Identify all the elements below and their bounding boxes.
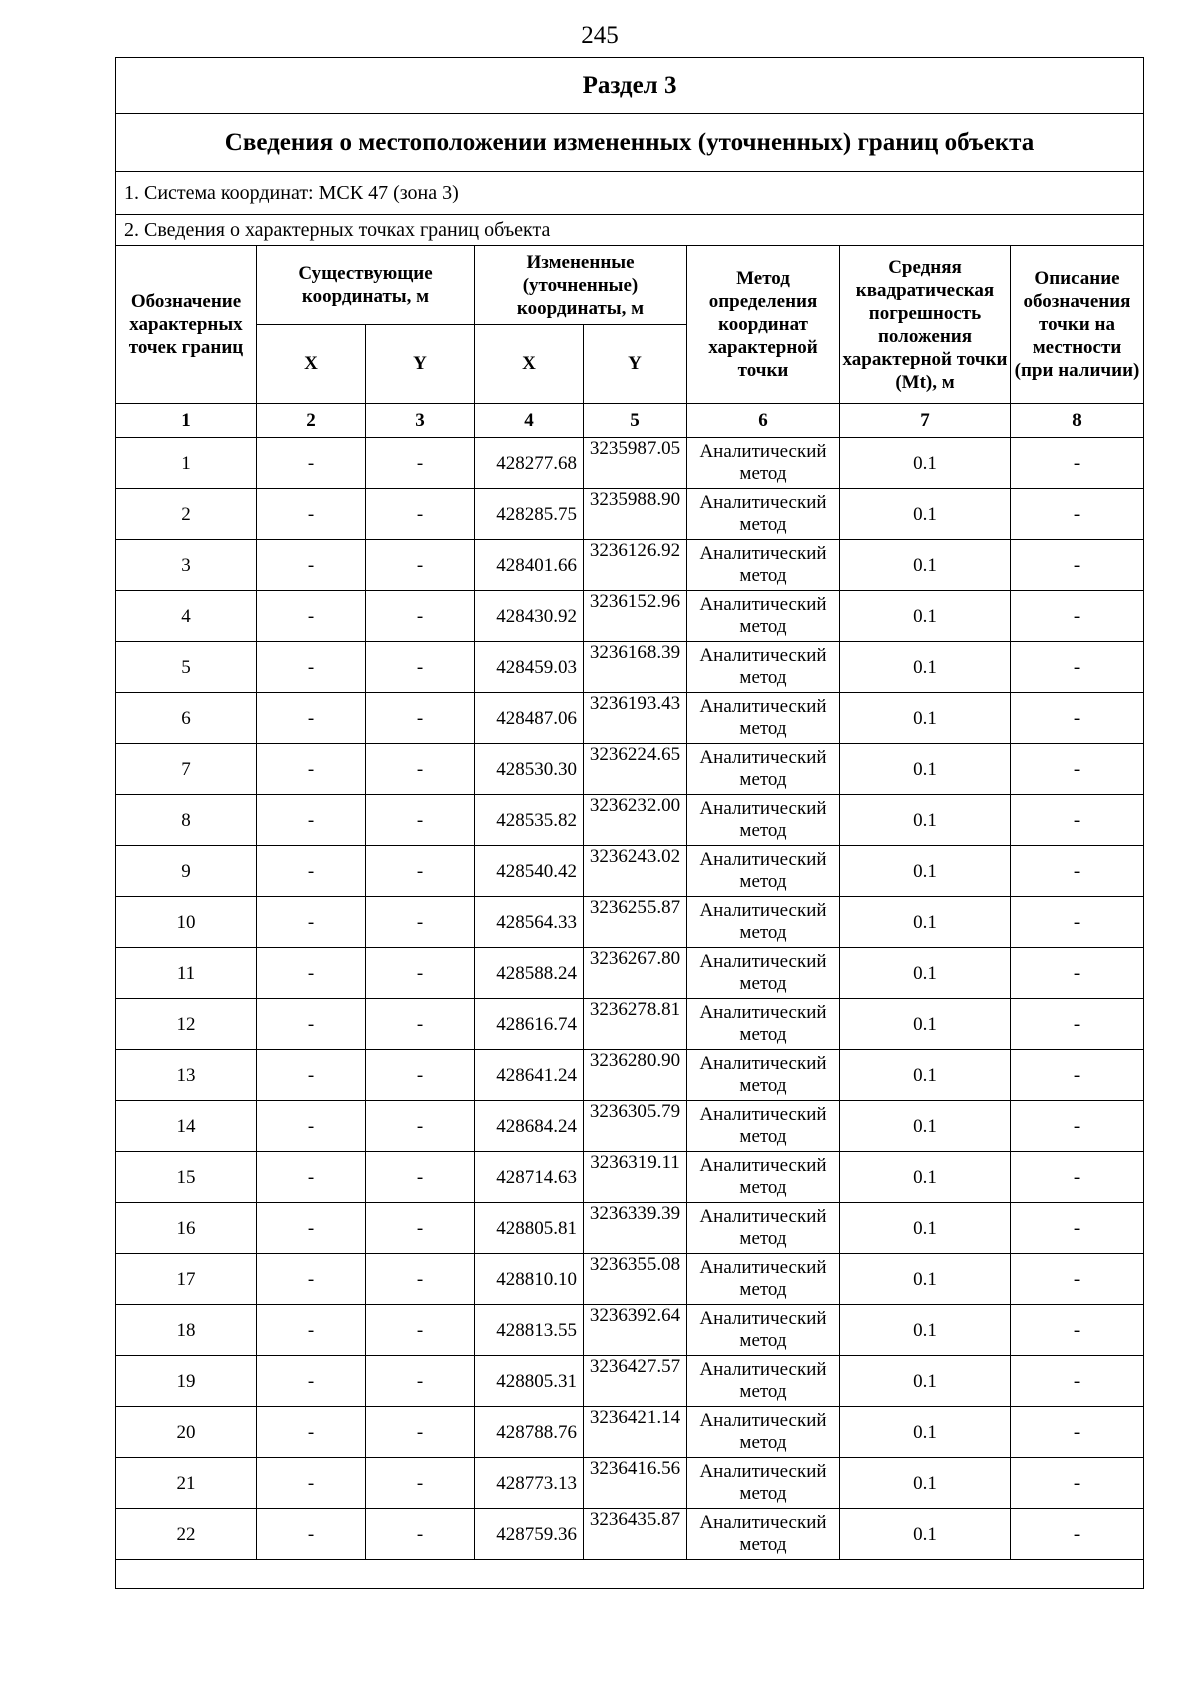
- column-number: 7: [840, 404, 1011, 438]
- method-cell: Аналитический метод: [687, 744, 840, 795]
- changed-y-cell: 3236280.90: [584, 1050, 687, 1101]
- point-number-cell: 21: [116, 1458, 257, 1509]
- column-number: 2: [257, 404, 366, 438]
- changed-x-cell: 428540.42: [475, 846, 584, 897]
- description-cell: -: [1011, 948, 1144, 999]
- table-row: [116, 795, 1144, 846]
- existing-y-cell: -: [366, 1203, 475, 1254]
- description-cell: -: [1011, 1050, 1144, 1101]
- existing-x-cell: -: [257, 846, 366, 897]
- changed-y-cell: 3236305.79: [584, 1101, 687, 1152]
- table-row: [116, 744, 1144, 795]
- existing-y-cell: -: [366, 1356, 475, 1407]
- changed-y-cell: 3236193.43: [584, 693, 687, 744]
- point-number-cell: 12: [116, 999, 257, 1050]
- document-title: Сведения о местоположении измененных (уточненных) границ объекта: [116, 114, 1144, 172]
- accuracy-cell: 0.1: [840, 897, 1011, 948]
- changed-y-cell: 3236152.96: [584, 591, 687, 642]
- table-row: [116, 1203, 1144, 1254]
- existing-y-cell: -: [366, 1407, 475, 1458]
- table-row: [116, 1407, 1144, 1458]
- header-accuracy: Средняя квадратическая погрешность положения характерной точки (Mt), м: [840, 246, 1011, 404]
- empty-cell: [116, 1560, 1144, 1589]
- method-cell: Аналитический метод: [687, 846, 840, 897]
- existing-x-cell: -: [257, 1203, 366, 1254]
- point-number-cell: 5: [116, 642, 257, 693]
- header-changed-x: X: [475, 325, 584, 404]
- description-cell: -: [1011, 999, 1144, 1050]
- method-cell: Аналитический метод: [687, 1509, 840, 1560]
- changed-y-cell: 3236232.00: [584, 795, 687, 846]
- point-number-cell: 1: [116, 438, 257, 489]
- description-cell: -: [1011, 795, 1144, 846]
- description-cell: -: [1011, 540, 1144, 591]
- method-cell: Аналитический метод: [687, 540, 840, 591]
- accuracy-cell: 0.1: [840, 1305, 1011, 1356]
- existing-x-cell: -: [257, 999, 366, 1050]
- changed-y-cell: 3236319.11: [584, 1152, 687, 1203]
- method-cell: Аналитический метод: [687, 897, 840, 948]
- accuracy-cell: 0.1: [840, 1152, 1011, 1203]
- changed-y-cell: 3236126.92: [584, 540, 687, 591]
- description-cell: -: [1011, 897, 1144, 948]
- changed-x-cell: 428810.10: [475, 1254, 584, 1305]
- point-number-cell: 22: [116, 1509, 257, 1560]
- table-row: [116, 1050, 1144, 1101]
- existing-y-cell: -: [366, 1305, 475, 1356]
- point-number-cell: 16: [116, 1203, 257, 1254]
- existing-y-cell: -: [366, 1152, 475, 1203]
- existing-x-cell: -: [257, 642, 366, 693]
- existing-x-cell: -: [257, 1407, 366, 1458]
- changed-y-cell: 3236224.65: [584, 744, 687, 795]
- accuracy-cell: 0.1: [840, 489, 1011, 540]
- column-number: 8: [1011, 404, 1144, 438]
- header-existing-x: X: [257, 325, 366, 404]
- changed-x-cell: 428401.66: [475, 540, 584, 591]
- description-cell: -: [1011, 846, 1144, 897]
- accuracy-cell: 0.1: [840, 1254, 1011, 1305]
- changed-x-cell: 428788.76: [475, 1407, 584, 1458]
- changed-y-cell: 3236421.14: [584, 1407, 687, 1458]
- page-number: 245: [581, 22, 619, 49]
- existing-x-cell: -: [257, 591, 366, 642]
- table-row: [116, 591, 1144, 642]
- changed-y-cell: 3236427.57: [584, 1356, 687, 1407]
- point-number-cell: 2: [116, 489, 257, 540]
- table-row: [116, 438, 1144, 489]
- changed-x-cell: 428616.74: [475, 999, 584, 1050]
- existing-x-cell: -: [257, 489, 366, 540]
- existing-y-cell: -: [366, 591, 475, 642]
- changed-y-cell: 3236339.39: [584, 1203, 687, 1254]
- existing-y-cell: -: [366, 897, 475, 948]
- point-number-cell: 6: [116, 693, 257, 744]
- existing-y-cell: -: [366, 540, 475, 591]
- description-cell: -: [1011, 1509, 1144, 1560]
- table-row: [116, 1305, 1144, 1356]
- column-number: 5: [584, 404, 687, 438]
- changed-x-cell: 428487.06: [475, 693, 584, 744]
- existing-y-cell: -: [366, 999, 475, 1050]
- accuracy-cell: 0.1: [840, 642, 1011, 693]
- point-number-cell: 17: [116, 1254, 257, 1305]
- accuracy-cell: 0.1: [840, 744, 1011, 795]
- description-cell: -: [1011, 1101, 1144, 1152]
- changed-x-cell: 428805.31: [475, 1356, 584, 1407]
- existing-x-cell: -: [257, 1101, 366, 1152]
- accuracy-cell: 0.1: [840, 540, 1011, 591]
- method-cell: Аналитический метод: [687, 693, 840, 744]
- method-cell: Аналитический метод: [687, 1356, 840, 1407]
- existing-y-cell: -: [366, 489, 475, 540]
- existing-y-cell: -: [366, 1101, 475, 1152]
- changed-y-cell: 3235987.05: [584, 438, 687, 489]
- table-footer-row: [116, 1560, 1144, 1589]
- changed-x-cell: 428684.24: [475, 1101, 584, 1152]
- existing-x-cell: -: [257, 897, 366, 948]
- table-row: [116, 1458, 1144, 1509]
- header-description: Описание обозначения точки на местности (при наличии): [1011, 246, 1144, 404]
- method-cell: Аналитический метод: [687, 1203, 840, 1254]
- header-existing-y: Y: [366, 325, 475, 404]
- column-number: 3: [366, 404, 475, 438]
- existing-y-cell: -: [366, 1458, 475, 1509]
- header-changed-coords: Измененные (уточненные) координаты, м: [475, 246, 687, 325]
- table-row: [116, 1254, 1144, 1305]
- accuracy-cell: 0.1: [840, 1101, 1011, 1152]
- existing-y-cell: -: [366, 1254, 475, 1305]
- changed-x-cell: 428641.24: [475, 1050, 584, 1101]
- table-row: [116, 1509, 1144, 1560]
- accuracy-cell: 0.1: [840, 795, 1011, 846]
- method-cell: Аналитический метод: [687, 642, 840, 693]
- changed-x-cell: 428564.33: [475, 897, 584, 948]
- existing-x-cell: -: [257, 1509, 366, 1560]
- accuracy-cell: 0.1: [840, 1509, 1011, 1560]
- accuracy-cell: 0.1: [840, 1203, 1011, 1254]
- description-cell: -: [1011, 744, 1144, 795]
- point-number-cell: 15: [116, 1152, 257, 1203]
- existing-x-cell: -: [257, 438, 366, 489]
- point-number-cell: 10: [116, 897, 257, 948]
- existing-y-cell: -: [366, 1050, 475, 1101]
- method-cell: Аналитический метод: [687, 1407, 840, 1458]
- description-cell: -: [1011, 1254, 1144, 1305]
- table-row: [116, 1101, 1144, 1152]
- existing-x-cell: -: [257, 693, 366, 744]
- existing-x-cell: -: [257, 1152, 366, 1203]
- column-number: 6: [687, 404, 840, 438]
- changed-x-cell: 428530.30: [475, 744, 584, 795]
- point-number-cell: 4: [116, 591, 257, 642]
- description-cell: -: [1011, 642, 1144, 693]
- accuracy-cell: 0.1: [840, 948, 1011, 999]
- table-row: [116, 999, 1144, 1050]
- point-number-cell: 18: [116, 1305, 257, 1356]
- description-cell: -: [1011, 1356, 1144, 1407]
- changed-y-cell: 3235988.90: [584, 489, 687, 540]
- changed-x-cell: 428459.03: [475, 642, 584, 693]
- method-cell: Аналитический метод: [687, 795, 840, 846]
- accuracy-cell: 0.1: [840, 693, 1011, 744]
- changed-y-cell: 3236416.56: [584, 1458, 687, 1509]
- accuracy-cell: 0.1: [840, 1050, 1011, 1101]
- changed-y-cell: 3236267.80: [584, 948, 687, 999]
- accuracy-cell: 0.1: [840, 438, 1011, 489]
- changed-x-cell: 428430.92: [475, 591, 584, 642]
- existing-y-cell: -: [366, 693, 475, 744]
- existing-y-cell: -: [366, 795, 475, 846]
- existing-y-cell: -: [366, 1509, 475, 1560]
- point-number-cell: 3: [116, 540, 257, 591]
- existing-x-cell: -: [257, 1254, 366, 1305]
- existing-x-cell: -: [257, 795, 366, 846]
- existing-y-cell: -: [366, 438, 475, 489]
- description-cell: -: [1011, 693, 1144, 744]
- changed-x-cell: 428714.63: [475, 1152, 584, 1203]
- table-row: [116, 489, 1144, 540]
- description-cell: -: [1011, 591, 1144, 642]
- point-number-cell: 19: [116, 1356, 257, 1407]
- description-cell: -: [1011, 1458, 1144, 1509]
- description-cell: -: [1011, 438, 1144, 489]
- existing-x-cell: -: [257, 1356, 366, 1407]
- points-info-heading: 2. Сведения о характерных точках границ объекта: [116, 215, 1144, 246]
- existing-x-cell: -: [257, 948, 366, 999]
- table-row: [116, 693, 1144, 744]
- changed-x-cell: 428773.13: [475, 1458, 584, 1509]
- description-cell: -: [1011, 1407, 1144, 1458]
- section-title: Раздел 3: [116, 58, 1144, 114]
- method-cell: Аналитический метод: [687, 1305, 840, 1356]
- table-row: [116, 642, 1144, 693]
- description-cell: -: [1011, 1305, 1144, 1356]
- coordinate-system: 1. Система координат: МСК 47 (зона 3): [116, 172, 1144, 215]
- method-cell: Аналитический метод: [687, 591, 840, 642]
- accuracy-cell: 0.1: [840, 1407, 1011, 1458]
- changed-y-cell: 3236435.87: [584, 1509, 687, 1560]
- point-number-cell: 11: [116, 948, 257, 999]
- existing-y-cell: -: [366, 642, 475, 693]
- changed-x-cell: 428535.82: [475, 795, 584, 846]
- method-cell: Аналитический метод: [687, 1254, 840, 1305]
- method-cell: Аналитический метод: [687, 948, 840, 999]
- table-row: [116, 540, 1144, 591]
- point-number-cell: 9: [116, 846, 257, 897]
- changed-y-cell: 3236243.02: [584, 846, 687, 897]
- method-cell: Аналитический метод: [687, 1152, 840, 1203]
- method-cell: Аналитический метод: [687, 489, 840, 540]
- existing-x-cell: -: [257, 1458, 366, 1509]
- point-number-cell: 8: [116, 795, 257, 846]
- accuracy-cell: 0.1: [840, 591, 1011, 642]
- existing-x-cell: -: [257, 1050, 366, 1101]
- header-method: Метод определения координат характерной точки: [687, 246, 840, 404]
- existing-x-cell: -: [257, 1305, 366, 1356]
- column-number: 1: [116, 404, 257, 438]
- description-cell: -: [1011, 1203, 1144, 1254]
- changed-y-cell: 3236168.39: [584, 642, 687, 693]
- existing-y-cell: -: [366, 744, 475, 795]
- changed-y-cell: 3236278.81: [584, 999, 687, 1050]
- changed-y-cell: 3236255.87: [584, 897, 687, 948]
- header-changed-y: Y: [584, 325, 687, 404]
- changed-x-cell: 428813.55: [475, 1305, 584, 1356]
- accuracy-cell: 0.1: [840, 846, 1011, 897]
- description-cell: -: [1011, 489, 1144, 540]
- table-row: [116, 1152, 1144, 1203]
- point-number-cell: 7: [116, 744, 257, 795]
- table-row: [116, 948, 1144, 999]
- accuracy-cell: 0.1: [840, 1356, 1011, 1407]
- accuracy-cell: 0.1: [840, 1458, 1011, 1509]
- changed-y-cell: 3236392.64: [584, 1305, 687, 1356]
- existing-y-cell: -: [366, 948, 475, 999]
- table-row: [116, 1356, 1144, 1407]
- existing-y-cell: -: [366, 846, 475, 897]
- table-row: [116, 897, 1144, 948]
- table-row: [116, 846, 1144, 897]
- point-number-cell: 13: [116, 1050, 257, 1101]
- changed-x-cell: 428759.36: [475, 1509, 584, 1560]
- accuracy-cell: 0.1: [840, 999, 1011, 1050]
- point-number-cell: 20: [116, 1407, 257, 1458]
- existing-x-cell: -: [257, 744, 366, 795]
- changed-x-cell: 428277.68: [475, 438, 584, 489]
- boundary-points-table: [115, 57, 1144, 1589]
- method-cell: Аналитический метод: [687, 999, 840, 1050]
- method-cell: Аналитический метод: [687, 438, 840, 489]
- changed-x-cell: 428588.24: [475, 948, 584, 999]
- existing-x-cell: -: [257, 540, 366, 591]
- changed-x-cell: 428805.81: [475, 1203, 584, 1254]
- method-cell: Аналитический метод: [687, 1101, 840, 1152]
- header-point-designation: Обозначение характерных точек границ: [116, 246, 257, 404]
- column-number: 4: [475, 404, 584, 438]
- changed-y-cell: 3236355.08: [584, 1254, 687, 1305]
- method-cell: Аналитический метод: [687, 1050, 840, 1101]
- method-cell: Аналитический метод: [687, 1458, 840, 1509]
- description-cell: -: [1011, 1152, 1144, 1203]
- header-existing-coords: Существующие координаты, м: [257, 246, 475, 325]
- changed-x-cell: 428285.75: [475, 489, 584, 540]
- point-number-cell: 14: [116, 1101, 257, 1152]
